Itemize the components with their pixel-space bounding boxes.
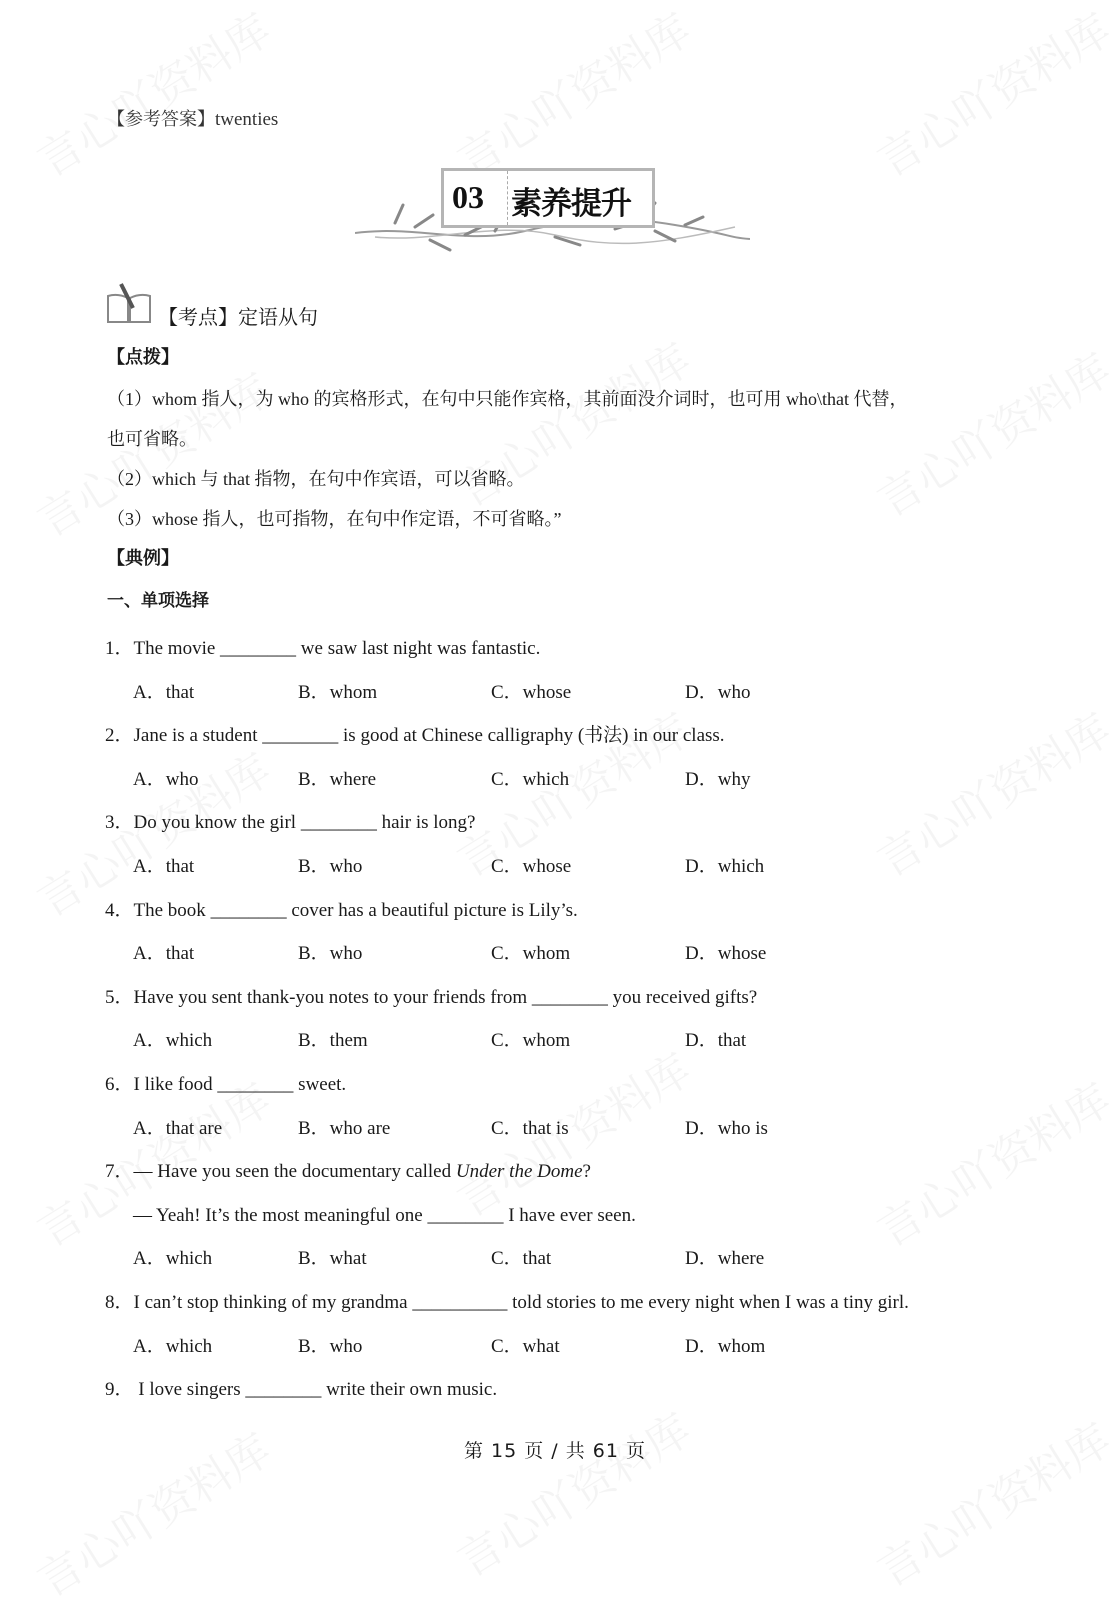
answer-blank: __________	[412, 1292, 508, 1313]
question-number: 2．	[105, 725, 134, 747]
question-number: 8．	[105, 1292, 134, 1313]
watermark-text	[23, 0, 281, 189]
option-b: B．what	[298, 1248, 367, 1270]
option-c: C．whose	[491, 856, 572, 877]
question-stem	[105, 1377, 497, 1403]
question-number: 7．	[105, 1161, 134, 1183]
option-c: C．whose	[491, 681, 572, 703]
answer-blank: ________	[531, 986, 608, 1008]
question-stem	[105, 1072, 346, 1098]
question-stem	[105, 1159, 591, 1185]
tip-line-4: （3）whose 指人，也可指物，在句中作定语，不可省略。”	[107, 509, 562, 529]
topic-heading	[158, 304, 318, 330]
watermark-text	[443, 1035, 701, 1229]
book-pencil-icon	[105, 282, 153, 326]
answer-blank: ________	[300, 812, 377, 834]
option-b: B．who	[298, 1335, 363, 1357]
stem-text: you received gifts?	[607, 986, 758, 1008]
question-stem	[105, 1290, 909, 1316]
answer-blank: ________	[427, 1204, 504, 1226]
tips-heading: 【点拨】	[107, 347, 179, 368]
answer-blank: ________	[262, 725, 339, 747]
option-d: D．whom	[685, 1335, 766, 1357]
option-c: C．that	[491, 1248, 552, 1270]
stem-text: I have ever seen.	[503, 1204, 636, 1226]
stem-text: The movie	[133, 638, 221, 659]
option-b: B．whom	[298, 681, 378, 703]
option-d: D．that	[685, 1030, 747, 1052]
stem-text: I like food	[133, 1074, 218, 1095]
stem-text: I can’t stop thinking of my grandma	[133, 1292, 413, 1313]
banner-frame	[441, 168, 655, 228]
answer-label: 【参考答案】	[107, 109, 215, 130]
stem-text: — Have you seen the documentary called	[133, 1161, 456, 1183]
page-footer: 第 15 页 / 共 61 页	[464, 1440, 646, 1462]
stem-text: I love singers	[133, 1379, 246, 1401]
reference-answer	[107, 107, 278, 133]
option-c: C．what	[491, 1335, 560, 1357]
option-d: D．who	[685, 681, 751, 703]
question-number: 3．	[105, 812, 134, 834]
option-b: B．who	[298, 943, 363, 965]
tip-line-1: （1）whom 指人，为 who 的宾格形式，在句中只能作宾格，其前面没介词时，也可用 who\that 代替，	[107, 389, 908, 409]
option-a: A．which	[133, 1030, 213, 1052]
watermark-text	[863, 335, 1110, 529]
answer-blank: ________	[217, 1074, 294, 1095]
option-b: B．who are	[298, 1117, 391, 1139]
option-d: D．whose	[685, 943, 767, 965]
stem-text: is good at Chinese calligraphy (书法) in our class.	[338, 725, 725, 747]
option-a: A．that	[133, 681, 195, 703]
stem-text: The book	[133, 899, 211, 921]
question-number: 9．	[105, 1379, 134, 1401]
stem-text: Jane is a student	[133, 725, 263, 747]
watermark-text	[863, 1405, 1110, 1599]
question-stem	[105, 898, 578, 924]
stem-text: Have you sent thank-you notes to your friends from	[133, 986, 532, 1008]
stem-text: write their own music.	[321, 1379, 498, 1401]
question-number: 5．	[105, 986, 134, 1008]
stem-text: — Yeah! It’s the most meaningful one	[133, 1204, 428, 1226]
option-c: C．whom	[491, 943, 571, 965]
option-a: A．which	[133, 1248, 213, 1270]
banner-number: 03	[452, 179, 484, 215]
option-d: D．where	[685, 1248, 765, 1270]
question-number: 1．	[105, 638, 134, 659]
option-b: B．them	[298, 1030, 368, 1052]
option-d: D．who is	[685, 1117, 768, 1139]
question-number: 4．	[105, 899, 134, 921]
stem-text: told stories to me every night when I was a tiny girl.	[507, 1292, 909, 1313]
topic-value: 定语从句	[238, 305, 318, 329]
watermark-text	[863, 0, 1110, 189]
option-b: B．where	[298, 768, 377, 790]
section-title: 一、单项选择	[107, 591, 209, 611]
option-a: A．that	[133, 943, 195, 965]
banner-title: 素养提升	[511, 186, 631, 222]
tip-line-2: 也可省略。	[107, 429, 197, 449]
option-c: C．which	[491, 768, 570, 790]
answer-blank: ________	[210, 899, 287, 921]
question-stem	[133, 1203, 636, 1229]
stem-text: hair is long?	[376, 812, 476, 834]
option-b: B．who	[298, 856, 363, 877]
watermark-text	[443, 0, 701, 189]
option-d: D．why	[685, 768, 751, 790]
examples-heading: 【典例】	[107, 548, 179, 569]
watermark-text	[863, 1065, 1110, 1259]
question-number: 6．	[105, 1074, 134, 1095]
stem-text: Under the Dome	[455, 1161, 583, 1183]
option-a: A．who	[133, 768, 199, 790]
stem-text: sweet.	[293, 1074, 347, 1095]
watermark-text	[443, 1395, 701, 1589]
tip-line-3: （2）which 与 that 指物，在句中作宾语，可以省略。	[107, 469, 525, 489]
option-c: C．whom	[491, 1030, 571, 1052]
question-stem	[105, 810, 476, 836]
question-stem	[105, 985, 757, 1011]
stem-text: ?	[582, 1161, 591, 1183]
question-stem	[105, 723, 725, 749]
option-d: D．which	[685, 856, 765, 877]
option-a: A．that are	[133, 1117, 223, 1139]
topic-label: 【考点】	[158, 305, 238, 329]
question-stem	[105, 636, 540, 662]
option-a: A．which	[133, 1335, 213, 1357]
answer-blank: ________	[220, 638, 297, 659]
section-banner	[355, 165, 750, 255]
watermark-text	[863, 695, 1110, 889]
answer-blank: ________	[245, 1379, 322, 1401]
option-c: C．that is	[491, 1117, 569, 1139]
stem-text: we saw last night was fantastic.	[296, 638, 541, 659]
answer-value: twenties	[215, 109, 279, 130]
stem-text: cover has a beautiful picture is Lily’s.	[286, 899, 578, 921]
stem-text: Do you know the girl	[133, 812, 301, 834]
option-a: A．that	[133, 856, 195, 877]
banner-divider	[507, 171, 508, 225]
